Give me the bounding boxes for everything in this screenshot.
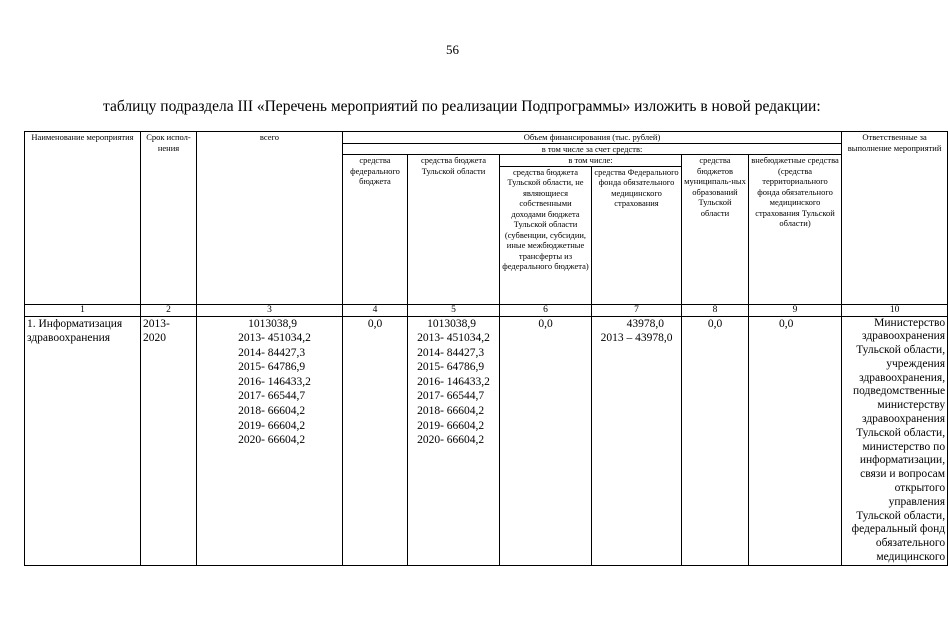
header-municipal: средства бюджетов муниципаль-ных образований Тульской области (682, 155, 749, 305)
row-federal: 0,0 (343, 316, 408, 565)
header-extrabudget: внебюджетные средства (средства территориального фонда обязательного медицинского страхования Тульской области) (749, 155, 842, 305)
header-regional-non-transfer: средства бюджета Тульской области, не являющиеся собственными доходами бюджета Тульской области (субвенции, субсидии, иные межбюджетные трансферты из федерального бюджета) (500, 166, 592, 304)
row-total-year: 2016- 146433,2 (238, 375, 311, 388)
header-regional: средства бюджета Тульской области (408, 155, 500, 305)
row-regional-value: 1013038,9 (427, 317, 476, 330)
row-regional-non-transfer: 0,0 (500, 316, 592, 565)
row-total-year: 2019- 66604,2 (238, 419, 306, 432)
row-ffoms-year: 2013 – 43978,0 (600, 332, 673, 345)
row-total-year: 2014- 84427,3 (238, 346, 306, 359)
row-regional-year: 2014- 84427,3 (417, 346, 485, 359)
row-ffoms (592, 316, 682, 565)
responsible-line: Тульской области, (856, 509, 946, 522)
row-regional-year: 2020- 66604,2 (417, 434, 485, 447)
responsible-line: обязательного (875, 537, 946, 550)
row-responsible (842, 316, 948, 565)
responsible-line: федеральный фонд (851, 523, 946, 536)
row-municipal: 0,0 (682, 316, 749, 565)
row-term (141, 316, 197, 565)
row-regional-year: 2018- 66604,2 (417, 405, 485, 418)
page-number: 56 (446, 42, 459, 57)
responsible-line: связи и вопросам (860, 468, 946, 481)
header-responsible: Ответственные за выполнение мероприятий (842, 132, 948, 305)
row-total-value: 1013038,9 (248, 317, 297, 330)
header-name: Наименование мероприятия (25, 132, 141, 305)
row-regional-year: 2016- 146433,2 (417, 375, 490, 388)
row-total-year: 2018- 66604,2 (238, 405, 306, 418)
header-ffoms: средства Федерального фонда обязательного медицинского страхования (592, 166, 682, 304)
responsible-line: информатизации, (859, 454, 946, 467)
header-funding: Объем финансирования (тыс. рублей) (343, 132, 842, 144)
row-term-start: 2013- (143, 317, 170, 330)
column-number: 4 (343, 304, 408, 316)
activities-table (24, 131, 948, 566)
responsible-line: министерство по (862, 440, 946, 453)
responsible-line: Тульской области, (856, 426, 946, 439)
column-number: 7 (592, 304, 682, 316)
row-name: 1. Информатизация здравоохранения (25, 316, 141, 565)
row-total (197, 316, 343, 565)
responsible-line: учреждения (886, 357, 946, 370)
intro-text: таблицу подраздела III «Перечень мероприятий по реализации Подпрограммы» изложить в новой редакции: (103, 98, 821, 115)
row-total-year: 2020- 66604,2 (238, 434, 306, 447)
row-regional (408, 316, 500, 565)
column-number: 2 (141, 304, 197, 316)
row-regional-year: 2013- 451034,2 (417, 332, 490, 345)
row-extrabudget: 0,0 (749, 316, 842, 565)
row-total-year: 2013- 451034,2 (238, 332, 311, 345)
row-regional-year: 2015- 64786,9 (417, 361, 485, 374)
responsible-line: Министерство (874, 316, 946, 329)
row-regional-year: 2019- 66604,2 (417, 419, 485, 432)
row-regional-year: 2017- 66544,7 (417, 390, 485, 403)
row-total-year: 2015- 64786,9 (238, 361, 306, 374)
header-including-sources: в том числе за счет средств: (343, 143, 842, 155)
column-number: 6 (500, 304, 592, 316)
responsible-line: Тульской области, (856, 344, 946, 357)
header-federal: средства федерального бюджета (343, 155, 408, 305)
column-number: 5 (408, 304, 500, 316)
responsible-line: медицинского (876, 551, 946, 564)
header-term: Срок испол-нения (141, 132, 197, 305)
column-number: 1 (25, 304, 141, 316)
header-total: всего (197, 132, 343, 305)
column-number: 9 (749, 304, 842, 316)
column-number: 8 (682, 304, 749, 316)
responsible-line: управления (888, 495, 946, 508)
row-ffoms-value: 43978,0 (626, 317, 664, 330)
column-number: 3 (197, 304, 343, 316)
responsible-line: подведомственные (852, 385, 946, 398)
responsible-line: здравоохранения, (859, 371, 946, 384)
responsible-line: министерству (877, 399, 946, 412)
row-term-end: 2020 (143, 332, 166, 345)
row-total-year: 2017- 66544,7 (238, 390, 306, 403)
header-including: в том числе: (500, 155, 682, 167)
responsible-line: здравоохранения (862, 330, 946, 343)
table-row (25, 316, 948, 565)
responsible-line: здравоохранения (862, 413, 946, 426)
responsible-line: открытого (894, 482, 946, 495)
column-number: 10 (842, 304, 948, 316)
